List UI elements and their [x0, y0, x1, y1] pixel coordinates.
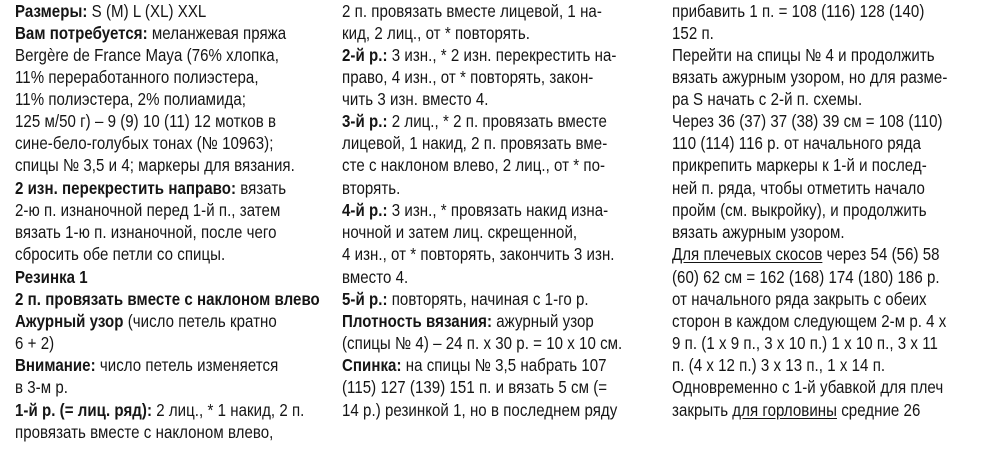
- text-segment: (число петель кратно: [123, 311, 277, 331]
- text-segment: право, 4 изн., от * повторять, закон-: [342, 67, 594, 87]
- text-line: [15, 266, 88, 288]
- text-line: [672, 199, 927, 221]
- text-segment: 11% переработанного полиэстера,: [15, 67, 259, 87]
- text-line: [15, 110, 276, 132]
- text-segment: ра S начать с 2-й п. схемы.: [672, 89, 863, 109]
- text-segment: число петель изменяется: [95, 355, 279, 375]
- text-line: [15, 421, 273, 443]
- bold-heading: Резинка 1: [15, 267, 88, 287]
- text-segment: (115) 127 (139) 151 п. и вязать 5 см (=: [342, 377, 608, 397]
- bold-heading: 3-й р.:: [342, 111, 388, 131]
- text-segment: 14 р.) резинкой 1, но в последнем ряду: [342, 400, 618, 420]
- text-segment: на спицы № 3,5 набрать 107: [401, 355, 607, 375]
- text-line: [342, 177, 400, 199]
- text-segment: лицевой, 1 накид, 2 п. провязать вме-: [342, 133, 608, 153]
- bold-heading: 2-й р.:: [342, 45, 388, 65]
- text-segment: 2-ю п. изнаночной перед 1-й п., затем: [15, 200, 281, 220]
- text-line: [672, 110, 943, 132]
- text-segment: сбросить обе петли со спицы.: [15, 244, 226, 264]
- text-line: [672, 66, 947, 88]
- text-segment: чить 3 изн. вместо 4.: [342, 89, 489, 109]
- text-segment: кид, 2 лиц., от * повторять.: [342, 23, 530, 43]
- text-segment: 3 изн., * провязать накид изна-: [387, 200, 609, 220]
- bold-heading: 4-й р.:: [342, 200, 388, 220]
- text-line: [342, 132, 607, 154]
- text-segment: 2 п. провязать вместе лицевой, 1 на-: [342, 1, 602, 21]
- text-line: [342, 310, 594, 332]
- text-segment: прикрепить маркеры к 1-й и послед-: [672, 155, 927, 175]
- text-segment: 9 п. (1 х 9 п., 3 х 10 п.) 1 х 10 п., 3 х 11: [672, 333, 938, 353]
- text-line: [672, 221, 845, 243]
- text-line: [342, 88, 488, 110]
- text-line: [342, 44, 616, 66]
- text-line: [672, 132, 921, 154]
- text-line: [342, 221, 577, 243]
- text-segment: (60) 62 см = 162 (168) 174 (180) 186 р.: [672, 267, 940, 287]
- text-line: [342, 354, 607, 376]
- bold-heading: Ажурный узор: [15, 311, 124, 331]
- bold-heading: 5-й р.:: [342, 289, 388, 309]
- text-line: [672, 310, 946, 332]
- text-segment: Одновременно с 1-й убавкой для плеч: [672, 377, 944, 397]
- text-line: [342, 332, 622, 354]
- text-line: [672, 22, 714, 44]
- text-line: [15, 376, 68, 398]
- text-line: [15, 44, 279, 66]
- text-segment: вязать 1-ю п. изнаночной, после чего: [15, 222, 277, 242]
- text-line: [672, 288, 927, 310]
- text-segment: прибавить 1 п. = 108 (116) 128 (140): [672, 1, 925, 21]
- text-line: [672, 44, 935, 66]
- text-line: [342, 399, 617, 421]
- text-segment: Через 36 (37) 37 (38) 39 см = 108 (110): [672, 111, 943, 131]
- text-segment: ночной и затем лиц. скрещенной,: [342, 222, 578, 242]
- text-line: [15, 22, 286, 44]
- text-line: [342, 22, 530, 44]
- text-line: [15, 132, 273, 154]
- text-line: [15, 154, 295, 176]
- text-line: [15, 354, 278, 376]
- text-segment: от начального ряда закрыть с обеих: [672, 289, 927, 309]
- bold-heading: Плотность вязания:: [342, 311, 493, 331]
- text-line: [672, 88, 862, 110]
- bold-heading: Размеры:: [15, 1, 88, 21]
- text-segment: 3 изн., * 2 изн. перекрестить на-: [387, 45, 617, 65]
- text-segment: средние 26: [836, 400, 921, 420]
- text-segment: меланжевая пряжа: [147, 23, 287, 43]
- text-line: [342, 243, 615, 265]
- text-segment: спицы № 3,5 и 4; маркеры для вязания.: [15, 155, 295, 175]
- text-segment: Перейти на спицы № 4 и продолжить: [672, 45, 935, 65]
- text-line: [672, 376, 943, 398]
- text-segment: 6 + 2): [15, 333, 55, 353]
- text-segment: в 3-м р.: [15, 377, 68, 397]
- text-line: [672, 0, 924, 22]
- text-segment: 2 лиц., * 1 накид, 2 п.: [151, 400, 305, 420]
- text-segment: вместо 4.: [342, 267, 409, 287]
- text-line: [672, 243, 940, 265]
- text-segment: вязать: [236, 178, 287, 198]
- bold-heading: Вам потребуется:: [15, 23, 148, 43]
- text-line: [342, 154, 605, 176]
- bold-heading: 1-й р. (= лиц. ряд):: [15, 400, 152, 420]
- bold-heading: 2 п. провязать вместе с наклоном влево: [15, 289, 320, 309]
- text-segment: сторон в каждом следующем 2-м р. 4 х: [672, 311, 947, 331]
- text-segment: п. (4 х 12 п.) 3 х 13 п., 1 х 14 п.: [672, 355, 886, 375]
- text-segment: закрыть: [672, 400, 733, 420]
- text-line: [15, 399, 304, 421]
- text-segment: сте с наклоном влево, 2 лиц., от * по-: [342, 155, 606, 175]
- text-segment: вторять.: [342, 178, 401, 198]
- text-line: [15, 88, 246, 110]
- text-line: [15, 288, 320, 310]
- text-line: [15, 66, 259, 88]
- text-segment: 152 п.: [672, 23, 714, 43]
- text-line: [342, 266, 408, 288]
- text-line: [15, 221, 276, 243]
- underlined-text: для горловины: [732, 400, 837, 420]
- text-line: [342, 376, 607, 398]
- text-line: [342, 288, 589, 310]
- text-line: [15, 199, 280, 221]
- text-segment: ажурный узор: [492, 311, 594, 331]
- text-segment: 125 м/50 г) – 9 (9) 10 (11) 12 мотков в: [15, 111, 277, 131]
- text-line: [342, 199, 608, 221]
- text-segment: через 54 (56) 58: [822, 244, 940, 264]
- text-segment: вязать ажурным узором, но для разме-: [672, 67, 948, 87]
- text-line: [342, 110, 607, 132]
- text-segment: вязать ажурным узором.: [672, 222, 845, 242]
- text-line: [342, 66, 593, 88]
- text-line: [672, 354, 885, 376]
- text-segment: пройм (см. выкройку), и продолжить: [672, 200, 927, 220]
- text-segment: 11% полиэстера, 2% полиамида;: [15, 89, 246, 109]
- text-segment: ней п. ряда, чтобы отметить начало: [672, 178, 925, 198]
- text-line: [672, 332, 938, 354]
- text-line: [15, 177, 286, 199]
- text-segment: повторять, начиная с 1-го р.: [387, 289, 589, 309]
- text-segment: 4 изн., от * повторять, закончить 3 изн.: [342, 244, 615, 264]
- text-line: [672, 177, 925, 199]
- text-line: [15, 0, 206, 22]
- text-segment: провязать вместе с наклоном влево,: [15, 422, 274, 442]
- text-segment: S (M) L (XL) XXL: [87, 1, 207, 21]
- text-line: [672, 154, 927, 176]
- text-segment: 110 (114) 116 р. от начального ряда: [672, 133, 921, 153]
- bold-heading: 2 изн. перекрестить направо:: [15, 178, 237, 198]
- text-segment: (спицы № 4) – 24 п. х 30 р. = 10 х 10 см.: [342, 333, 623, 353]
- text-segment: Bergère de France Maya (76% хлопка,: [15, 45, 279, 65]
- text-line: [15, 332, 54, 354]
- text-line: [15, 243, 225, 265]
- text-segment: 2 лиц., * 2 п. провязать вместе: [387, 111, 607, 131]
- bold-heading: Спинка:: [342, 355, 402, 375]
- text-line: [672, 399, 920, 421]
- text-line: [342, 0, 602, 22]
- text-segment: сине-бело-голубых тонах (№ 10963);: [15, 133, 274, 153]
- bold-heading: Внимание:: [15, 355, 96, 375]
- text-line: [15, 310, 277, 332]
- text-line: [672, 266, 940, 288]
- underlined-text: Для плечевых скосов: [672, 244, 823, 264]
